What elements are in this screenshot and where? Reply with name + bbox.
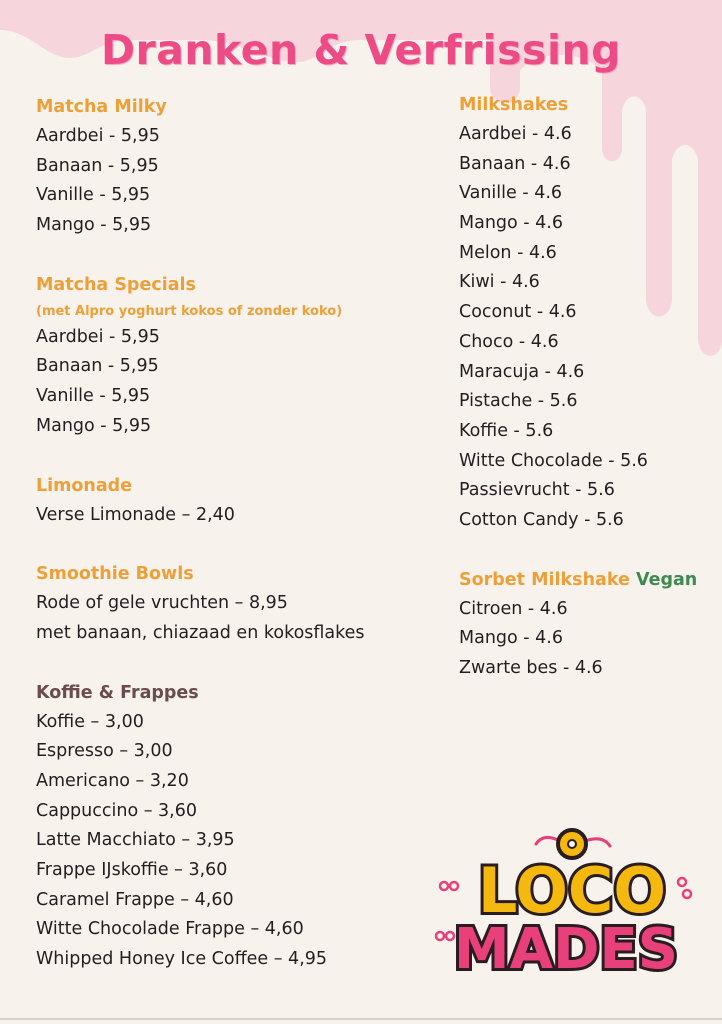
menu-item: Vanille - 5,95 [36,386,151,407]
menu-item: Cappuccino – 3,60 [36,800,197,821]
section-matcha-milky [36,92,436,241]
menu-item: Witte Chocolade - 5.6 [459,450,648,471]
section-milkshakes [459,90,709,536]
section-title: Koffie & Frappes [36,682,199,703]
menu-item: Koffie - 5.6 [459,420,554,441]
menu-item: Koffie – 3,00 [36,711,144,732]
menu-item: Americano – 3,20 [36,770,189,791]
menu-item: Choco - 4.6 [459,331,559,352]
section-sorbet-milkshake [459,565,709,684]
logo-line-2: MADES [453,917,679,982]
menu-item: Maracuja - 4.6 [459,361,585,382]
menu-item: Citroen - 4.6 [459,598,568,619]
menu-item: Espresso – 3,00 [36,741,173,762]
menu-item: Cotton Candy - 5.6 [459,509,624,530]
vegan-tag: Vegan [635,569,698,590]
menu-item: Verse Limonade – 2,40 [36,504,235,525]
menu-item: Caramel Frappe – 4,60 [36,889,234,910]
right-column [459,90,709,684]
menu-item: Kiwi - 4.6 [459,272,540,293]
locomades-logo [432,822,698,982]
section-title: Smoothie Bowls [36,564,194,585]
menu-item: Aardbei - 5,95 [36,326,160,347]
menu-item-description: met banaan, chiazaad en kokosflakes [36,622,365,643]
section-koffie-frappes [36,678,436,975]
section-subtitle: (met Alpro yoghurt kokos of zonder koko) [36,303,343,319]
menu-item: Melon - 4.6 [459,242,557,263]
menu-item: Passievrucht - 5.6 [459,480,615,501]
menu-item: Banaan - 4.6 [459,153,571,174]
menu-item: Whipped Honey Ice Coffee – 4,95 [36,949,328,970]
section-matcha-specials [36,270,436,442]
section-title: Matcha Specials [36,274,196,295]
menu-item: Mango - 5,95 [36,415,152,436]
menu-item: Banaan - 5,95 [36,155,159,176]
menu-item: Latte Macchiato – 3,95 [36,830,235,851]
menu-item: Aardbei - 4.6 [459,124,572,144]
logo-line-1: LOCO [477,854,667,927]
menu-item: Frappe IJskoffie – 3,60 [36,860,228,880]
menu-item: Vanille - 5,95 [36,185,151,206]
bottom-divider [0,1018,722,1020]
menu-item: Aardbei - 5,95 [36,126,160,146]
left-column [36,92,436,975]
section-title [459,565,709,595]
menu-item: Pistache - 5.6 [459,391,578,412]
menu-item: Zwarte bes - 4.6 [459,658,603,678]
section-title: Limonade [36,475,133,496]
menu-item: Banaan - 5,95 [36,356,159,377]
section-title: Milkshakes [459,95,569,115]
section-smoothie-bowls [36,559,436,648]
section-title: Matcha Milky [36,97,167,117]
menu-item: Rode of gele vruchten – 8,95 [36,593,288,614]
section-limonade [36,471,436,531]
menu-item: Vanille - 4.6 [459,183,563,204]
menu-item: Mango - 4.6 [459,628,564,649]
menu-item: Coconut - 4.6 [459,302,577,323]
menu-item: Witte Chocolade Frappe – 4,60 [36,919,304,940]
menu-item: Mango - 4.6 [459,213,564,234]
section-title-text: Sorbet Milkshake [459,569,630,590]
menu-item: Mango - 5,95 [36,215,152,236]
page-title: Dranken & Verfrissing [100,26,622,74]
